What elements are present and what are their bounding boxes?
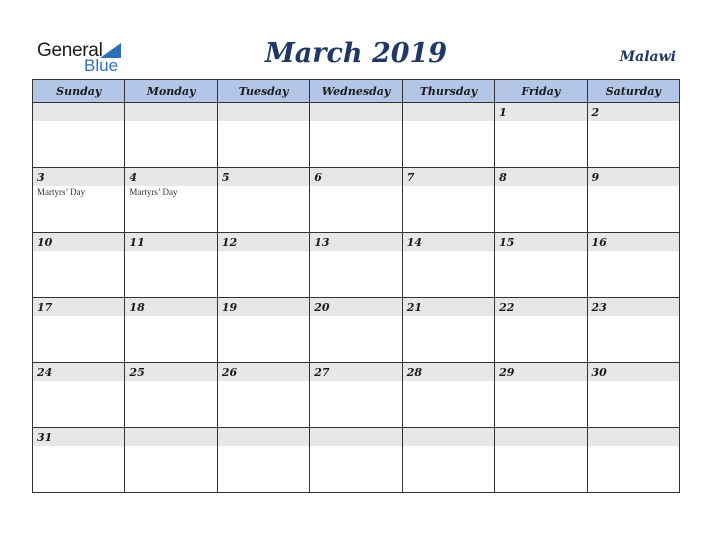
day-number-bar	[310, 233, 401, 251]
weekday-header: Wednesday	[310, 80, 402, 103]
logo-blue-text: Blue	[84, 56, 119, 75]
day-number-bar	[218, 168, 309, 186]
week-row	[33, 233, 680, 298]
day-number-bar	[33, 298, 124, 316]
day-number: 9	[591, 171, 600, 184]
day-number-bar	[125, 103, 216, 121]
day-cell	[217, 428, 309, 493]
day-number: 5	[221, 171, 230, 184]
day-cell	[310, 363, 402, 428]
day-cell	[587, 103, 679, 168]
day-number-bar	[588, 168, 679, 186]
day-cell	[495, 363, 587, 428]
day-number: 6	[314, 171, 322, 184]
day-number: 28	[406, 366, 422, 379]
day-cell	[495, 233, 587, 298]
day-cell	[495, 298, 587, 363]
day-number-bar	[495, 363, 586, 381]
day-cell	[217, 168, 309, 233]
day-cell	[125, 428, 217, 493]
day-number: 30	[591, 366, 607, 379]
day-number: 16	[591, 236, 607, 249]
day-cell	[33, 298, 125, 363]
day-number-bar	[403, 233, 494, 251]
day-number: 2	[591, 106, 600, 119]
week-row	[33, 168, 680, 233]
weekday-header: Tuesday	[217, 80, 309, 103]
day-number: 22	[499, 301, 515, 314]
day-cell	[495, 168, 587, 233]
day-number-bar	[403, 103, 494, 121]
day-number: 20	[314, 301, 330, 314]
day-number-bar	[588, 103, 679, 121]
day-cell	[125, 233, 217, 298]
day-number: 18	[129, 301, 145, 314]
day-number: 15	[499, 236, 515, 249]
day-number: 31	[37, 431, 53, 444]
day-number: 27	[314, 366, 330, 379]
calendar-grid	[32, 79, 680, 493]
week-row	[33, 428, 680, 493]
weekday-header: Friday	[495, 80, 587, 103]
day-number-bar	[588, 363, 679, 381]
day-number-bar	[310, 363, 401, 381]
day-number-bar	[125, 363, 216, 381]
day-number-bar	[125, 298, 216, 316]
day-number: 10	[37, 236, 53, 249]
day-number-bar	[33, 363, 124, 381]
day-cell	[125, 168, 217, 233]
day-number-bar	[403, 363, 494, 381]
day-cell	[587, 428, 679, 493]
holiday-label: Martyrs’ Day	[129, 187, 178, 197]
day-cell	[402, 103, 494, 168]
weekday-header: Saturday	[587, 80, 679, 103]
day-cell	[310, 428, 402, 493]
day-number: 7	[406, 171, 415, 184]
logo-general-text: General	[37, 40, 103, 61]
day-cell	[33, 363, 125, 428]
day-number-bar	[310, 428, 401, 446]
day-number-bar	[33, 103, 124, 121]
day-number-bar	[125, 233, 216, 251]
day-number-bar	[218, 298, 309, 316]
day-number: 26	[221, 366, 238, 379]
day-number: 3	[37, 171, 45, 184]
day-cell	[495, 103, 587, 168]
day-number: 23	[591, 301, 607, 314]
day-number: 13	[314, 236, 330, 249]
day-number-bar	[495, 428, 586, 446]
day-cell	[310, 298, 402, 363]
day-cell	[402, 428, 494, 493]
day-number: 14	[406, 236, 422, 249]
day-cell	[587, 363, 679, 428]
day-number: 19	[221, 301, 238, 314]
day-cell	[402, 168, 494, 233]
day-cell	[33, 168, 125, 233]
day-number-bar	[125, 168, 216, 186]
day-cell	[587, 233, 679, 298]
day-cell	[402, 233, 494, 298]
day-number-bar	[403, 428, 494, 446]
day-number-bar	[33, 428, 124, 446]
day-number-bar	[588, 298, 679, 316]
day-cell	[217, 233, 309, 298]
day-number-bar	[495, 168, 586, 186]
day-cell	[587, 168, 679, 233]
day-number: 1	[499, 106, 507, 119]
day-number: 8	[499, 171, 507, 184]
day-number-bar	[310, 298, 401, 316]
day-number-bar	[588, 233, 679, 251]
day-cell	[217, 103, 309, 168]
day-number: 25	[129, 366, 145, 379]
day-number-bar	[495, 103, 586, 121]
day-cell	[217, 363, 309, 428]
day-number-bar	[218, 428, 309, 446]
day-cell	[402, 298, 494, 363]
day-cell	[33, 428, 125, 493]
day-cell	[33, 233, 125, 298]
day-number-bar	[495, 233, 586, 251]
week-row	[33, 363, 680, 428]
day-number: 24	[37, 366, 53, 379]
day-number-bar	[310, 168, 401, 186]
day-cell	[402, 363, 494, 428]
weekday-header: Monday	[125, 80, 217, 103]
day-cell	[125, 363, 217, 428]
day-cell	[495, 428, 587, 493]
day-cell	[125, 103, 217, 168]
day-number: 12	[221, 236, 238, 249]
day-cell	[587, 298, 679, 363]
day-number-bar	[403, 168, 494, 186]
country-name: Malawi	[619, 49, 676, 65]
calendar-title: March 2019	[264, 38, 448, 69]
week-row	[33, 103, 680, 168]
day-number-bar	[218, 233, 309, 251]
day-cell	[310, 233, 402, 298]
day-number: 17	[37, 301, 53, 314]
holiday-label: Martyrs’ Day	[37, 187, 86, 197]
day-number-bar	[125, 428, 216, 446]
day-cell	[125, 298, 217, 363]
day-cell	[217, 298, 309, 363]
day-number-bar	[218, 103, 309, 121]
day-number: 11	[129, 236, 145, 249]
weekday-header: Thursday	[402, 80, 494, 103]
week-row	[33, 298, 680, 363]
weekday-header-row	[33, 80, 680, 103]
day-cell	[310, 103, 402, 168]
day-number-bar	[310, 103, 401, 121]
day-number-bar	[33, 233, 124, 251]
day-cell	[310, 168, 402, 233]
day-number: 4	[129, 171, 138, 184]
day-number-bar	[588, 428, 679, 446]
day-number-bar	[495, 298, 586, 316]
weekday-header: Sunday	[33, 80, 125, 103]
day-cell	[33, 103, 125, 168]
day-number-bar	[33, 168, 124, 186]
day-number: 21	[406, 301, 422, 314]
day-number-bar	[218, 363, 309, 381]
day-number-bar	[403, 298, 494, 316]
day-number: 29	[499, 366, 515, 379]
